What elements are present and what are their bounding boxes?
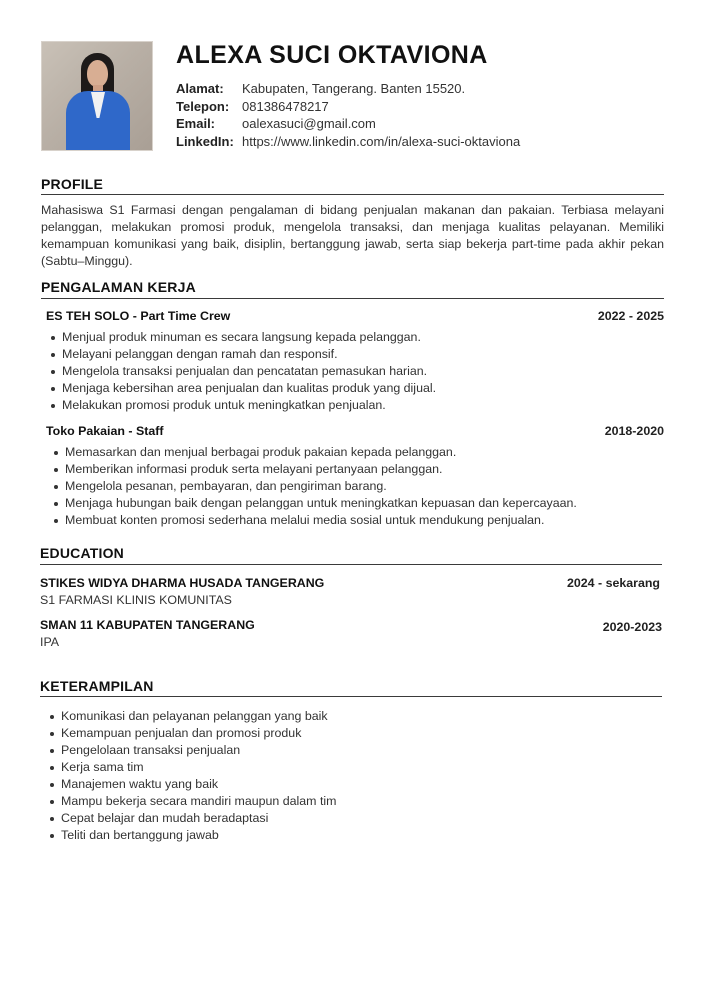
job-title: ES TEH SOLO - Part Time Crew [46, 309, 231, 323]
list-item: Melakukan promosi produk untuk meningkatkan penjualan. [50, 397, 436, 414]
list-item: Kemampuan penjualan dan promosi produk [49, 725, 336, 742]
contact-email [176, 115, 520, 133]
contact-label: Alamat: [176, 81, 224, 96]
list-item: Cepat belajar dan mudah beradaptasi [49, 810, 336, 827]
study-program: IPA [40, 635, 60, 649]
list-item: Manajemen waktu yang baik [49, 776, 336, 793]
list-item: Komunikasi dan pelayanan pelanggan yang baik [49, 708, 336, 725]
list-item: Melayani pelanggan dengan ramah dan responsif. [50, 346, 436, 363]
profile-summary: Mahasiswa S1 Farmasi dengan pengalaman di bidang penjualan makanan dan pakaian. Terbiasa melayani pelanggan, melakukan promosi produk, mengelola transaksi, dan menjaga kualitas pelayanan. Memiliki kemampuan komunikasi yang baik, disiplin, bertanggung jawab, serta siap bekerja part-time pada akhir pekan (Sabtu–Minggu). [41, 203, 664, 268]
job-period: 2022 - 2025 [597, 309, 664, 323]
section-title-education: EDUCATION [40, 545, 124, 561]
school-name: SMAN 11 KABUPATEN TANGERANG [40, 618, 255, 632]
job-title: Toko Pakaian - Staff [46, 424, 164, 438]
contact-info [176, 80, 520, 150]
list-item: Teliti dan bertanggung jawab [49, 827, 336, 844]
section-title-skills: KETERAMPILAN [40, 678, 154, 694]
contact-address [176, 80, 520, 98]
section-divider [41, 298, 664, 299]
education-period: 2020-2023 [602, 620, 662, 634]
list-item: Memasarkan dan menjual berbagai produk pakaian kepada pelanggan. [53, 444, 577, 461]
contact-phone [176, 98, 520, 116]
list-item: Menjaga hubungan baik dengan pelanggan untuk meningkatkan kepuasan dan kepercayaan. [53, 495, 577, 512]
contact-linkedin [176, 133, 520, 151]
list-item: Menjual produk minuman es secara langsung kepada pelanggan. [50, 329, 436, 346]
email-link[interactable]: oalexasuci@gmail.com [242, 116, 376, 131]
school-name: STIKES WIDYA DHARMA HUSADA TANGERANG [40, 576, 325, 590]
list-item: Mengelola pesanan, pembayaran, dan pengiriman barang. [53, 478, 577, 495]
section-title-experience: PENGALAMAN KERJA [41, 279, 196, 295]
profile-photo [41, 41, 153, 151]
candidate-name: ALEXA SUCI OKTAVIONA [176, 41, 488, 69]
list-item: Pengelolaan transaksi penjualan [49, 742, 336, 759]
list-item: Menjaga kebersihan area penjualan dan kualitas produk yang dijual. [50, 380, 436, 397]
section-divider [40, 696, 662, 697]
list-item: Mampu bekerja secara mandiri maupun dalam tim [49, 793, 336, 810]
job-duties [50, 329, 436, 414]
list-item: Kerja sama tim [49, 759, 336, 776]
study-program: S1 FARMASI KLINIS KOMUNITAS [40, 593, 232, 607]
contact-value: 081386478217 [242, 98, 329, 114]
section-title-profile: PROFILE [41, 176, 104, 192]
contact-label: Telepon: [176, 98, 230, 114]
job-duties [53, 444, 577, 529]
list-item: Memberikan informasi produk serta melayani pertanyaan pelanggan. [53, 461, 577, 478]
list-item: Mengelola transaksi penjualan dan pencatatan pemasukan harian. [50, 363, 436, 380]
section-divider [41, 194, 664, 195]
section-divider [40, 564, 662, 565]
contact-value: Kabupaten, Tangerang. Banten 15520. [242, 81, 466, 96]
skills-list [49, 708, 336, 844]
linkedin-link[interactable]: https://www.linkedin.com/in/alexa-suci-oktaviona [242, 133, 521, 149]
job-period: 2018-2020 [604, 424, 664, 438]
education-period: 2024 - sekarang [567, 576, 660, 590]
contact-label: LinkedIn: [176, 133, 234, 149]
list-item: Membuat konten promosi sederhana melalui media sosial untuk mendukung penjualan. [53, 512, 577, 529]
contact-label: Email: [176, 116, 216, 131]
